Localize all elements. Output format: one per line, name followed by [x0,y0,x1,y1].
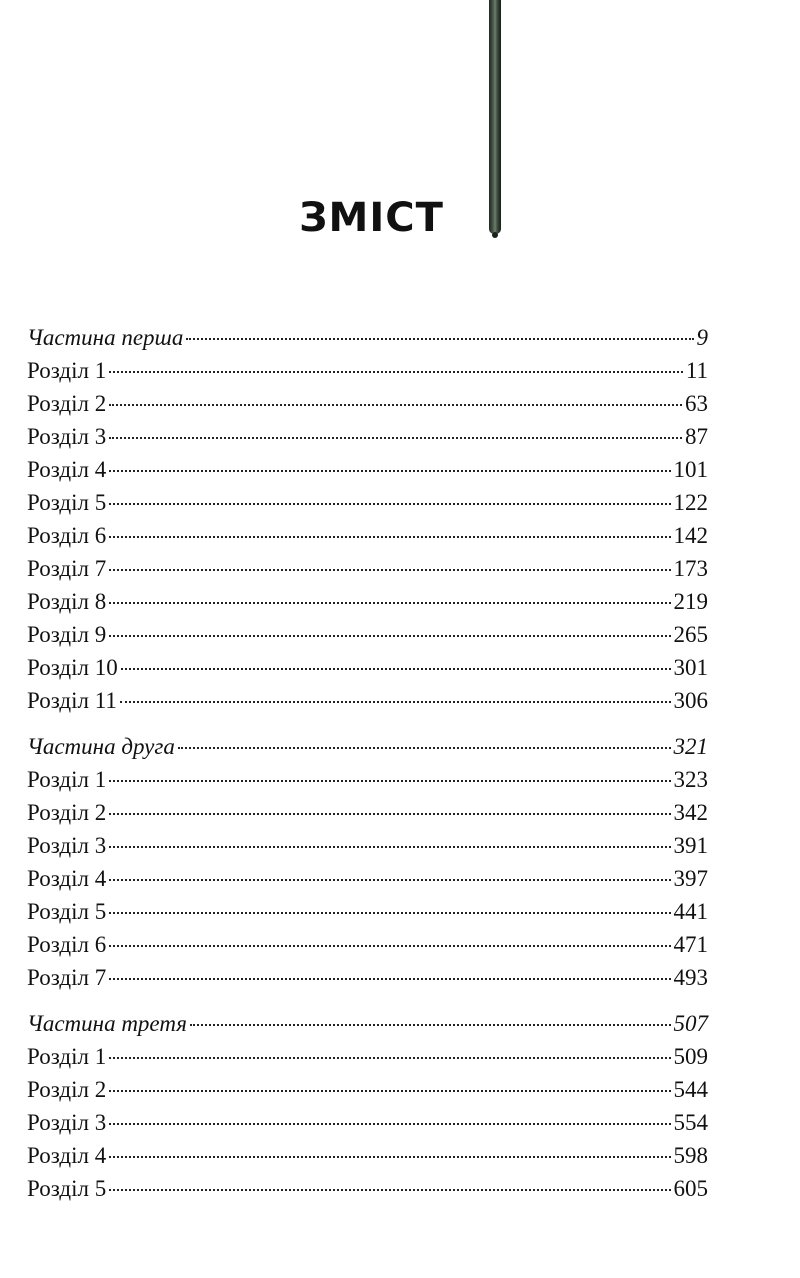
toc-chapter[interactable] [27,652,708,684]
toc-page-number: 301 [673,655,708,680]
dot-leader [190,1024,671,1026]
toc-page-number: 122 [673,490,708,515]
dot-leader [109,1189,670,1191]
dot-leader [109,404,682,406]
toc-chapter-label: Розділ 5 [27,899,107,924]
toc-page-number: 87 [685,424,708,449]
dot-leader [109,1123,670,1125]
toc-page-number: 509 [673,1044,708,1069]
toc-chapter[interactable] [27,830,708,862]
dot-leader [109,978,670,980]
toc-page-number: 554 [673,1110,708,1135]
toc-chapter[interactable] [27,619,708,651]
toc-page-number: 63 [685,391,708,416]
toc-page-number: 101 [673,457,708,482]
toc-chapter-label: Розділ 5 [27,490,107,515]
toc-page-number: 507 [673,1011,708,1036]
toc-part-3[interactable] [27,1008,708,1040]
dot-leader [120,701,671,703]
dot-leader [109,602,670,604]
toc-part-label: Частина друга [27,734,175,759]
toc-page-number: 219 [673,589,708,614]
toc-chapter[interactable] [27,520,708,552]
toc-page-number: 471 [673,932,708,957]
toc-chapter-label: Розділ 4 [27,457,107,482]
dot-leader [109,635,670,637]
dot-leader [109,437,682,439]
toc-chapter[interactable] [27,685,708,717]
toc-chapter-label: Розділ 1 [27,1044,107,1069]
dot-leader [109,813,670,815]
toc-part-label: Частина третя [27,1011,187,1036]
toc-chapter[interactable] [27,1107,708,1139]
toc-chapter-label: Розділ 2 [27,800,107,825]
toc-page-number: 441 [673,899,708,924]
toc-page-number: 142 [673,523,708,548]
toc-page-number: 397 [673,866,708,891]
toc-chapter-label: Розділ 8 [27,589,107,614]
toc-chapter[interactable] [27,764,708,796]
toc-chapter-label: Розділ 2 [27,1077,107,1102]
toc-chapter-label: Розділ 2 [27,391,107,416]
toc-page-number: 391 [673,833,708,858]
dot-leader [109,536,670,538]
toc-page-number: 265 [673,622,708,647]
toc-chapter[interactable] [27,454,708,486]
toc-chapter[interactable] [27,1173,708,1205]
toc-chapter-label: Розділ 1 [27,358,107,383]
dot-leader [109,503,670,505]
toc-chapter[interactable] [27,962,708,994]
dot-leader [109,912,670,914]
dot-leader [109,371,683,373]
toc-chapter-label: Розділ 11 [27,688,117,713]
toc-chapter[interactable] [27,355,708,387]
toc-page-number: 493 [673,965,708,990]
toc-chapter[interactable] [27,388,708,420]
toc-page-number: 598 [673,1143,708,1168]
toc-page-number: 342 [673,800,708,825]
dot-leader [109,846,670,848]
toc-chapter[interactable] [27,896,708,928]
toc-page-number: 323 [673,767,708,792]
toc-chapter[interactable] [27,1074,708,1106]
toc-page-number: 605 [673,1176,708,1201]
toc-chapter[interactable] [27,929,708,961]
toc-chapter-label: Розділ 7 [27,965,107,990]
toc-chapter-label: Розділ 6 [27,932,107,957]
toc-part-1[interactable] [27,322,708,354]
toc-chapter[interactable] [27,1140,708,1172]
dot-leader [121,668,671,670]
toc-page-number: 11 [685,358,708,383]
dot-leader [109,879,670,881]
toc-part-label: Частина перша [27,325,184,350]
toc-chapter-label: Розділ 4 [27,1143,107,1168]
dot-leader [109,569,670,571]
dot-leader [109,1156,670,1158]
toc-chapter-label: Розділ 3 [27,424,107,449]
dot-leader [109,470,670,472]
toc-chapter[interactable] [27,421,708,453]
toc-part-2[interactable] [27,731,708,763]
toc-chapter-label: Розділ 5 [27,1176,107,1201]
dot-leader [178,747,671,749]
toc-chapter-label: Розділ 4 [27,866,107,891]
toc-chapter[interactable] [27,553,708,585]
toc-chapter[interactable] [27,586,708,618]
dot-leader [109,780,670,782]
dot-leader [186,338,693,340]
toc-page-number: 544 [673,1077,708,1102]
toc-page-number: 306 [673,688,708,713]
page-title: ЗМІСТ [299,195,444,241]
toc-page-number: 173 [673,556,708,581]
toc-chapter[interactable] [27,797,708,829]
toc-page-number: 321 [673,734,708,759]
toc-chapter-label: Розділ 9 [27,622,107,647]
toc-chapter[interactable] [27,863,708,895]
toc-chapter-label: Розділ 1 [27,767,107,792]
toc-chapter-label: Розділ 6 [27,523,107,548]
toc-chapter-label: Розділ 7 [27,556,107,581]
toc-chapter-label: Розділ 3 [27,833,107,858]
toc-chapter[interactable] [27,1041,708,1073]
toc-page-number: 9 [696,325,708,350]
dot-leader [109,1090,670,1092]
dot-leader [109,1057,670,1059]
dot-leader [109,945,670,947]
toc-chapter[interactable] [27,487,708,519]
toc-chapter-label: Розділ 10 [27,655,118,680]
toc-chapter-label: Розділ 3 [27,1110,107,1135]
